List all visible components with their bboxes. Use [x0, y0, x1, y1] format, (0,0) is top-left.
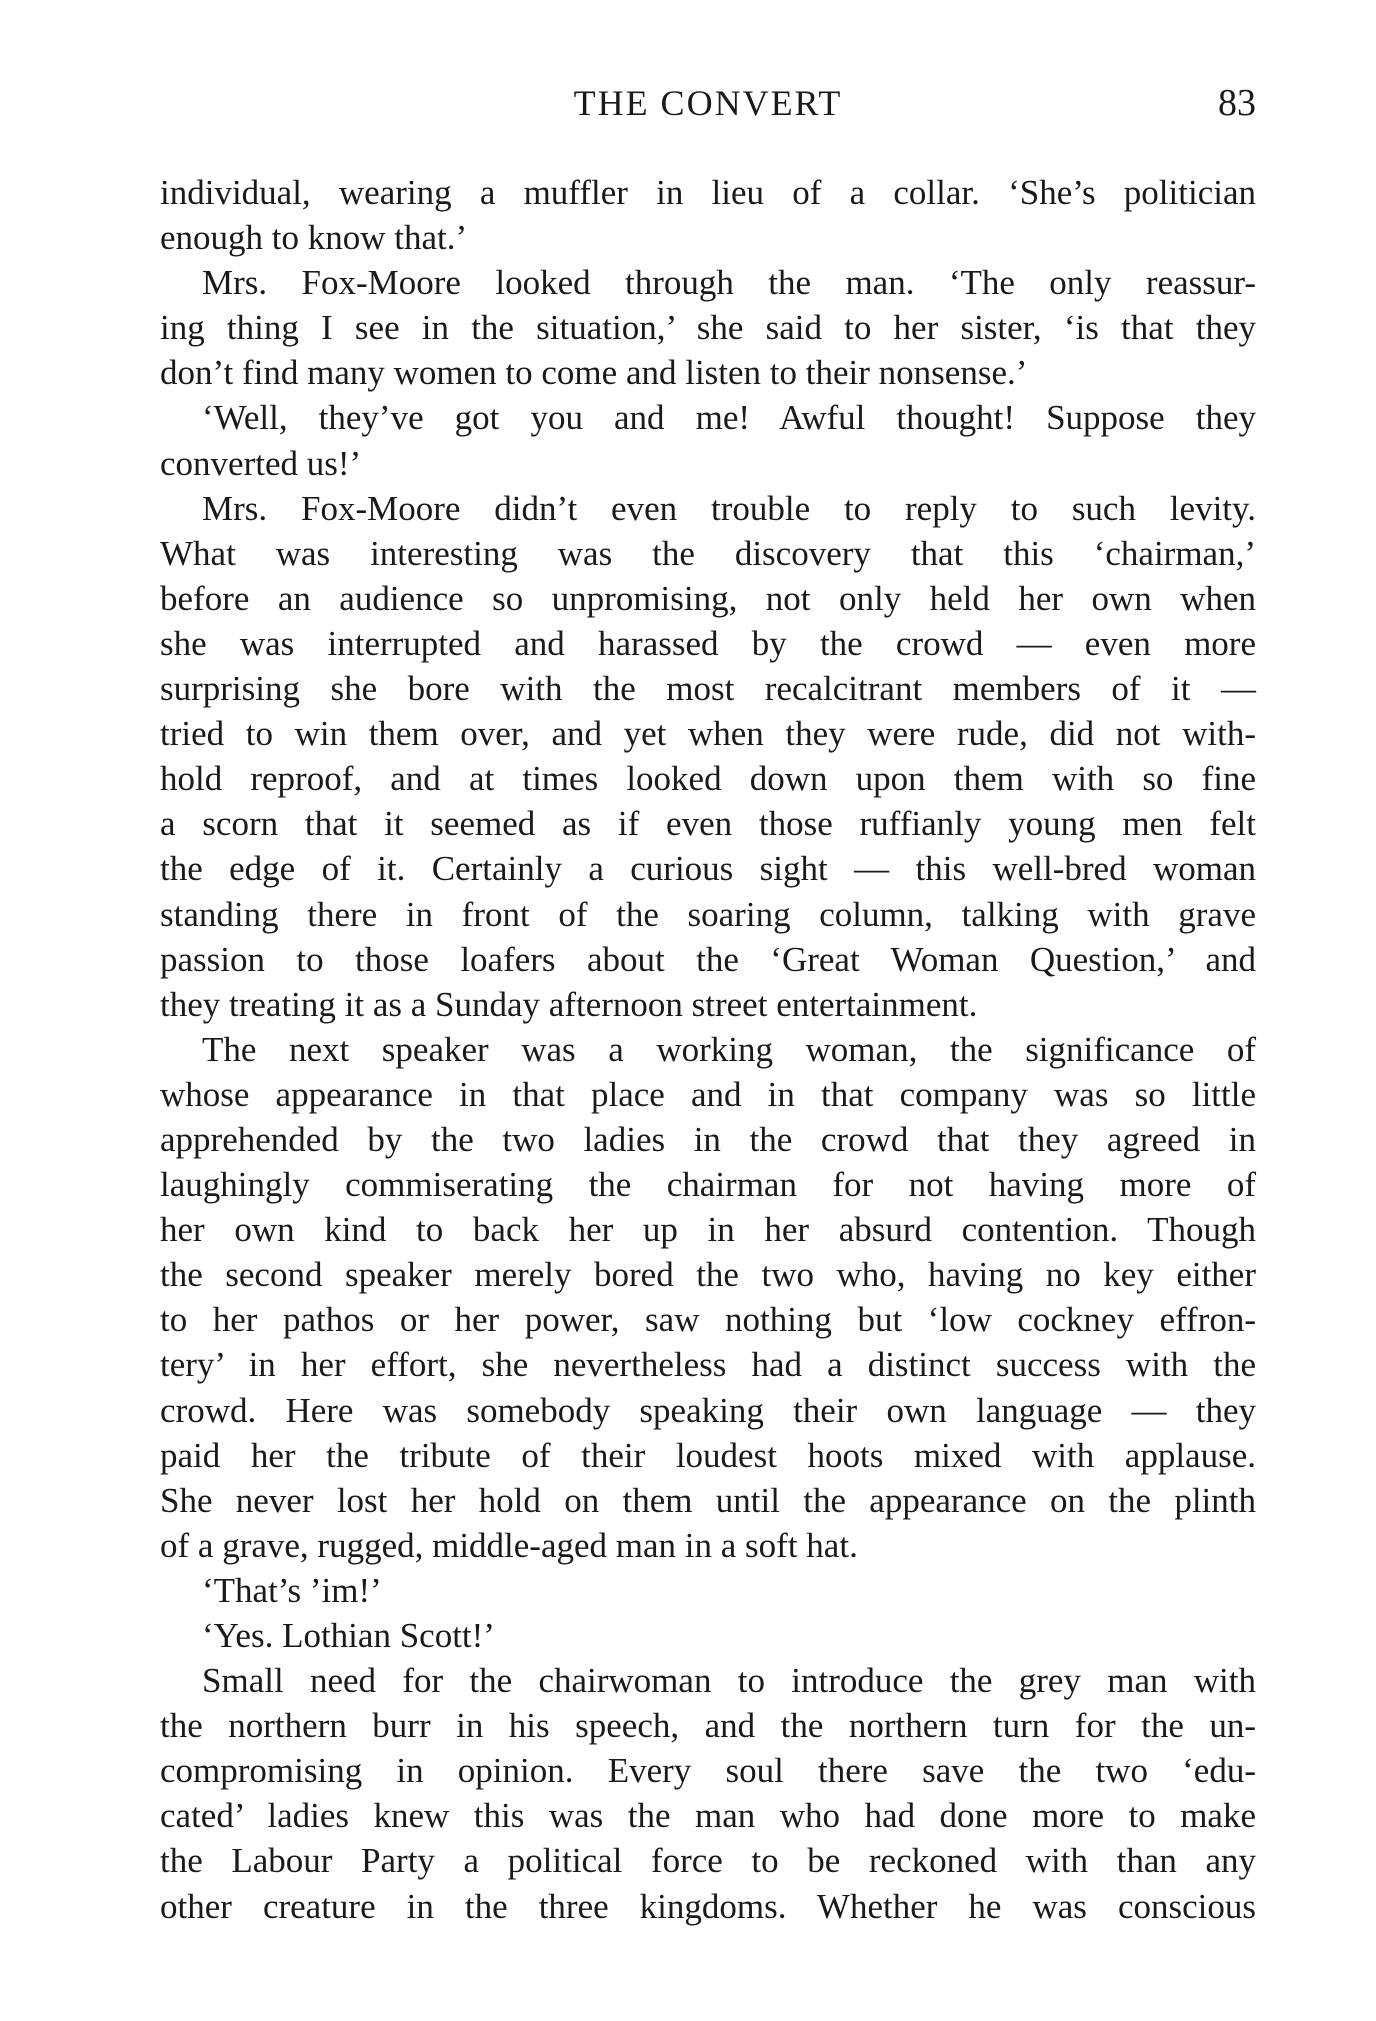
text-line: laughingly commiserating the chairman for not having more of [160, 1165, 1256, 1205]
text-line: apprehended by the two ladies in the crowd that they agreed in [160, 1119, 1256, 1159]
running-head [160, 78, 1256, 128]
text-line: tery’ in her effort, she nevertheless had a distinct success with the [160, 1345, 1256, 1385]
text-line: whose appearance in that place and in that company was so little [160, 1074, 1256, 1114]
text-line: passion to those loafers about the ‘Great Woman Question,’ and [160, 939, 1256, 979]
text-line: enough to know that.’ [160, 218, 468, 258]
text-line: the second speaker merely bored the two who, having no key either [160, 1255, 1256, 1295]
text-line: Mrs. Fox-Moore didn’t even trouble to reply to such levity. [202, 488, 1256, 528]
text-line: the edge of it. Certainly a curious sight — this well-bred woman [160, 849, 1256, 889]
text-line: hold reproof, and at times looked down upon them with so fine [160, 759, 1256, 799]
text-line: She never lost her hold on them until the appearance on the plinth [160, 1480, 1256, 1520]
text-line: the northern burr in his speech, and the northern turn for the un- [160, 1706, 1256, 1746]
text-line: ‘Yes. Lothian Scott!’ [202, 1616, 495, 1655]
text-line: standing there in front of the soaring column, talking with grave [160, 894, 1256, 934]
text-line: cated’ ladies knew this was the man who had done more to make [160, 1796, 1256, 1836]
text-line: to her pathos or her power, saw nothing but ‘low cockney effron- [160, 1300, 1256, 1340]
text-line: The next speaker was a working woman, the significance of [202, 1029, 1256, 1069]
text-line: other creature in the three kingdoms. Whether he was conscious [160, 1886, 1256, 1926]
text-line: individual, wearing a muffler in lieu of a collar. ‘She’s politician [160, 173, 1256, 212]
text-line: surprising she bore with the most recalcitrant members of it — [160, 669, 1256, 709]
text-line: she was interrupted and harassed by the crowd — even more [160, 623, 1256, 663]
running-title: THE CONVERT [573, 83, 843, 123]
text-line: ‘Well, they’ve got you and me! Awful thought! Suppose they [202, 398, 1256, 438]
text-line: ‘That’s ’im!’ [202, 1570, 382, 1610]
text-line: they treating it as a Sunday afternoon street entertainment. [160, 984, 978, 1024]
text-line: before an audience so unpromising, not only held her own when [160, 578, 1256, 618]
text-line: converted us!’ [160, 443, 362, 483]
page-number: 83 [1218, 82, 1256, 124]
text-line: crowd. Here was somebody speaking their own language — they [160, 1390, 1256, 1430]
text-line: paid her the tribute of their loudest hoots mixed with applause. [160, 1435, 1256, 1475]
text-line: tried to win them over, and yet when they were rude, did not with- [160, 714, 1256, 754]
text-line: What was interesting was the discovery that this ‘chairman,’ [160, 533, 1256, 573]
text-line: compromising in opinion. Every soul there save the two ‘edu- [160, 1751, 1256, 1791]
text-line: Mrs. Fox-Moore looked through the man. ‘The only reassur- [202, 263, 1256, 303]
text-line: her own kind to back her up in her absurd contention. Though [160, 1210, 1256, 1250]
body-text [160, 170, 1256, 1929]
text-line: don’t find many women to come and listen to their nonsense.’ [160, 353, 1028, 393]
text-line: the Labour Party a political force to be reckoned with than any [160, 1841, 1256, 1881]
text-line: a scorn that it seemed as if even those ruffianly young men felt [160, 804, 1256, 844]
text-line: of a grave, rugged, middle-aged man in a soft hat. [160, 1525, 858, 1565]
text-line: Small need for the chairwoman to introduce the grey man with [202, 1661, 1256, 1701]
text-line: ing thing I see in the situation,’ she said to her sister, ‘is that they [160, 308, 1256, 348]
